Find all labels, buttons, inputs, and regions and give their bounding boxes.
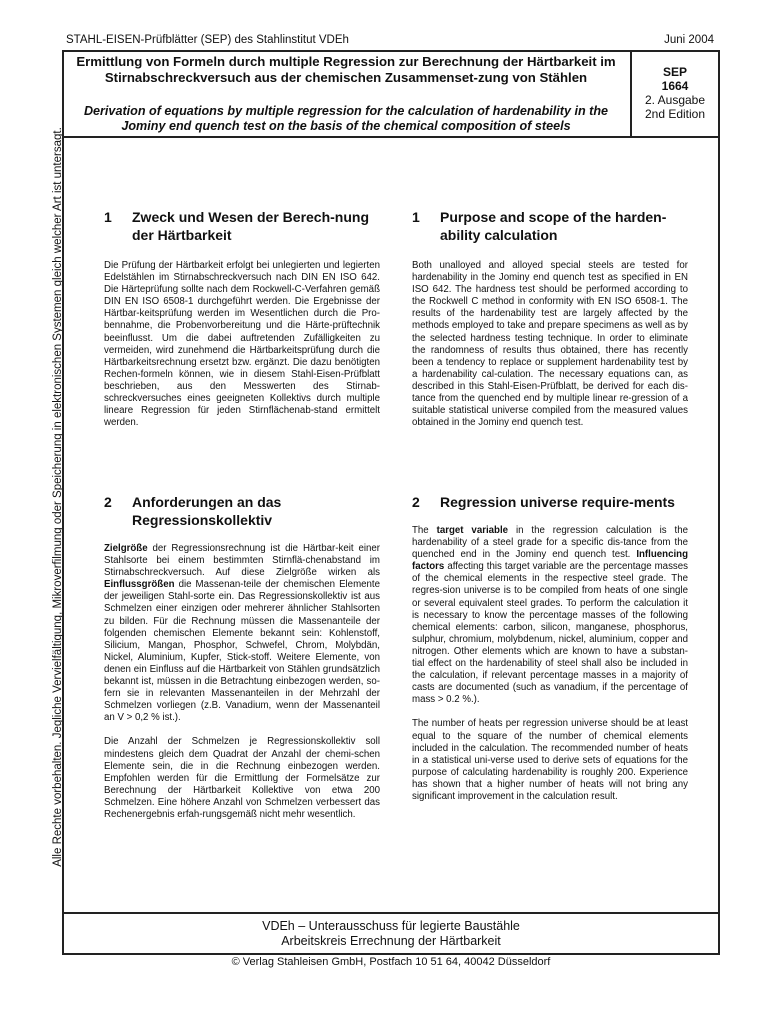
paragraph-text: The [412, 525, 437, 536]
title-header [64, 52, 718, 138]
section-title: Regression universe require-ments [440, 494, 675, 510]
paragraph-text: der Regressionsrechnung ist die Härtbar-keit einer Stahlsorte bei einem bestimmten Stirnflä-chenabstand im Stirnabschreckversuch. Auf diese Zielgröße wirken als [104, 543, 380, 579]
section-number: 1 [412, 209, 420, 225]
publisher-line: © Verlag Stahleisen GmbH, Postfach 10 51 64, 40042 Düsseldorf [231, 956, 551, 968]
sep-label: SEP [662, 65, 687, 79]
section-number: 2 [104, 494, 112, 510]
issue-date: Juni 2004 [664, 34, 714, 46]
section-heading [412, 493, 688, 511]
paragraph-text: in the regression calculation is the hardenability of a steel grade for a specific dis-tance from the quenched end in the Jominy end quench test. [412, 525, 688, 561]
section-number: 1 [104, 209, 112, 225]
sep-box [630, 52, 718, 136]
section-2-de [104, 493, 380, 821]
section-number: 2 [412, 494, 420, 510]
section-heading [104, 493, 380, 529]
section-paragraph-1 [104, 543, 380, 724]
paragraph-text: die Massenan-teile der chemischen Elemente der jeweiligen Stahl-sorte ein. Das Regressionskollektiv ist aus Schmelzen einer einzigen oder mehrerer ähnlicher Stahlsorten zu bilden. Für die Rechnung müssen die Massenanteile der folgenden chemischen Elemente bekannt sein: Kohlenstoff, Silicium, Mangan, Phosphor, Schwefel, Chrom, Molybdän, Nickel, Aluminium, Kupfer, Stick-stoff. Weitere Elemente, von denen ein Einfluss auf die Härtbarkeit von Stählen grundsätzlich bekannt ist, müssen in die Betrachtung einbezogen werden, so-fern sie in relevanten Massenanteilen in der Mehrzahl der Schmelzen vorliegen (z.B. Vanadium, wenn der Massenanteil an V > 0,2 % ist.). [104, 579, 380, 724]
committee-line2: Arbeitskreis Errechnung der Härtbarkeit [281, 934, 501, 948]
section-heading [412, 208, 688, 244]
section-2-en [412, 493, 688, 803]
sep-number: 1664 [661, 79, 689, 93]
title-english: Derivation of equations by multiple regression for the calculation of hardenability in the Jominy end quench test on the basis of the chemical composition of steels [83, 104, 609, 133]
section-title: Zweck und Wesen der Berech-nung der Härtbarkeit [132, 209, 370, 243]
edition-german: 2. Ausgabe [644, 93, 706, 107]
paragraph-text: affecting this target variable are the percentage masses of the chemical elements in the respective steel grade. The regres-sion universe is to be compiled from heats of one single or several equivalent steel grades. To perform the calculation it is necessary to know the percentage masses of the following chemical elements: carbon, silicon, manganese, phosphorus, sulphur, chromium, molybdenum, nickel, aluminium, copper and nitrogen. Other elements which are known to have a substan-tial effect on the hardenability of steel shall also be included in the calculation, if relevant percentage masses in a majority of casts are documented (such as vanadium, if the percentage of mass > 0.2 %.). [412, 561, 688, 706]
bold-term: target variable [436, 525, 509, 536]
committee-line1: VDEh – Unterausschuss für legierte Baustähle [262, 919, 520, 933]
bold-term: Influencing factors [412, 549, 688, 573]
section-body: Die Prüfung der Härtbarkeit erfolgt bei unlegierten und legierten Edelstählen im Stirnabschreckversuch nach DIN EN ISO 642. Die Härteprüfung sollte nach dem Rockwell-C-Verfahren gemäß DIN EN ISO 6508-1 durchgeführt werden. Die Ergebnisse der Härtbar-keitsprüfung werden im Wesentlichen durch die Pro-bennahme, die Probenvorbereitung und die Härte-prüftechnik beeinflusst. Um die dabei auftretenden Zufälligkeiten zu vermeiden, wird zunehmend die Härtbarkeitsprüfung durch die Härtbarkeitsrechnung ersetzt bzw. ergänzt. Die dazu benötigten Rechen-formeln können, wie in diesem Stahl-Eisen-Prüfblatt beschrieben, aus den Messwerten des Stirnab-schreckversuches eines geeigneten Kollektivs durch multiple lineare Regression für jeden Stirnflächenab-stand ermittelt werden. [104, 260, 380, 429]
section-1-en [412, 208, 688, 429]
section-heading [104, 208, 380, 244]
title-german: Ermittlung von Formeln durch multiple Regression zur Berechnung der Härtbarkeit im Stirnabschreckversuch aus der chemischen Zusammenset-zung von Stählen [76, 54, 616, 85]
section-paragraph-2: The number of heats per regression universe should be at least equal to the square of the number of chemical elements included in the calculation. The recommended number of heats in a statistical uni-verse used to derive sets of equations for the purpose of calculating hardenability is roughly 200. Experience has shown that a higher number of heats will not bring any significant improvement in the calculation result. [412, 718, 688, 802]
bold-term: Einflussgrößen [104, 579, 175, 591]
section-body: Both unalloyed and alloyed special steels are tested for hardenability in the Jominy end quench test as specified in EN ISO 642. The hardness test should be performed according to the Rockwell C method in conformity with EN ISO 6508-1. The results of the hardenability test are largely affected by the methods employed to take and prepare specimens as well as by the selected hardness testing technique. In order to eliminate the randomness of results thus obtained, there has recently been a tendency to replace or supplement hardenability test by a hardenability cal-culation. The necessary equations can, as described in this Stahl-Eisen-Prüfblatt, be derived for each dis-tance from the quenched end by multiple linear re-gression of a suitable statistical universe compiled from the measured values obtained in the Jominy end quench test. [412, 260, 688, 429]
section-paragraph-1 [412, 525, 688, 706]
section-title: Purpose and scope of the harden-ability calculation [440, 209, 667, 243]
bold-term: Zielgröße [104, 543, 148, 554]
section-1-de [104, 208, 380, 429]
section-title: Anforderungen an das Regressionskollektiv [132, 494, 282, 528]
edition-english: 2nd Edition [644, 107, 706, 121]
committee-footer [64, 912, 718, 955]
series-name: STAHL-EISEN-Prüfblätter (SEP) des Stahlinstitut VDEh [66, 34, 349, 46]
section-paragraph-2: Die Anzahl der Schmelzen je Regressionskollektiv soll mindestens gleich dem Quadrat der Anzahl der chemi-schen Elemente sein, die in die Rechnung einbezogen werden. Empfohlen werden für die Ermittlung der Formelsätze zur Berechnung der Härtbarkeit Kollektive von etwa 200 Schmelzen. Eine höhere Anzahl von Schmelzen verbessert das Rechenergebnis erfah-rungsgemäß nicht mehr wesentlich. [104, 736, 380, 820]
copyright-sidebar: Alle Rechte vorbehalten. Jegliche Vervielfältigung, Mikroverfilmung oder Speicherung in elektronischen Systemen gleich welcher Art ist untersagt. [52, 127, 64, 867]
